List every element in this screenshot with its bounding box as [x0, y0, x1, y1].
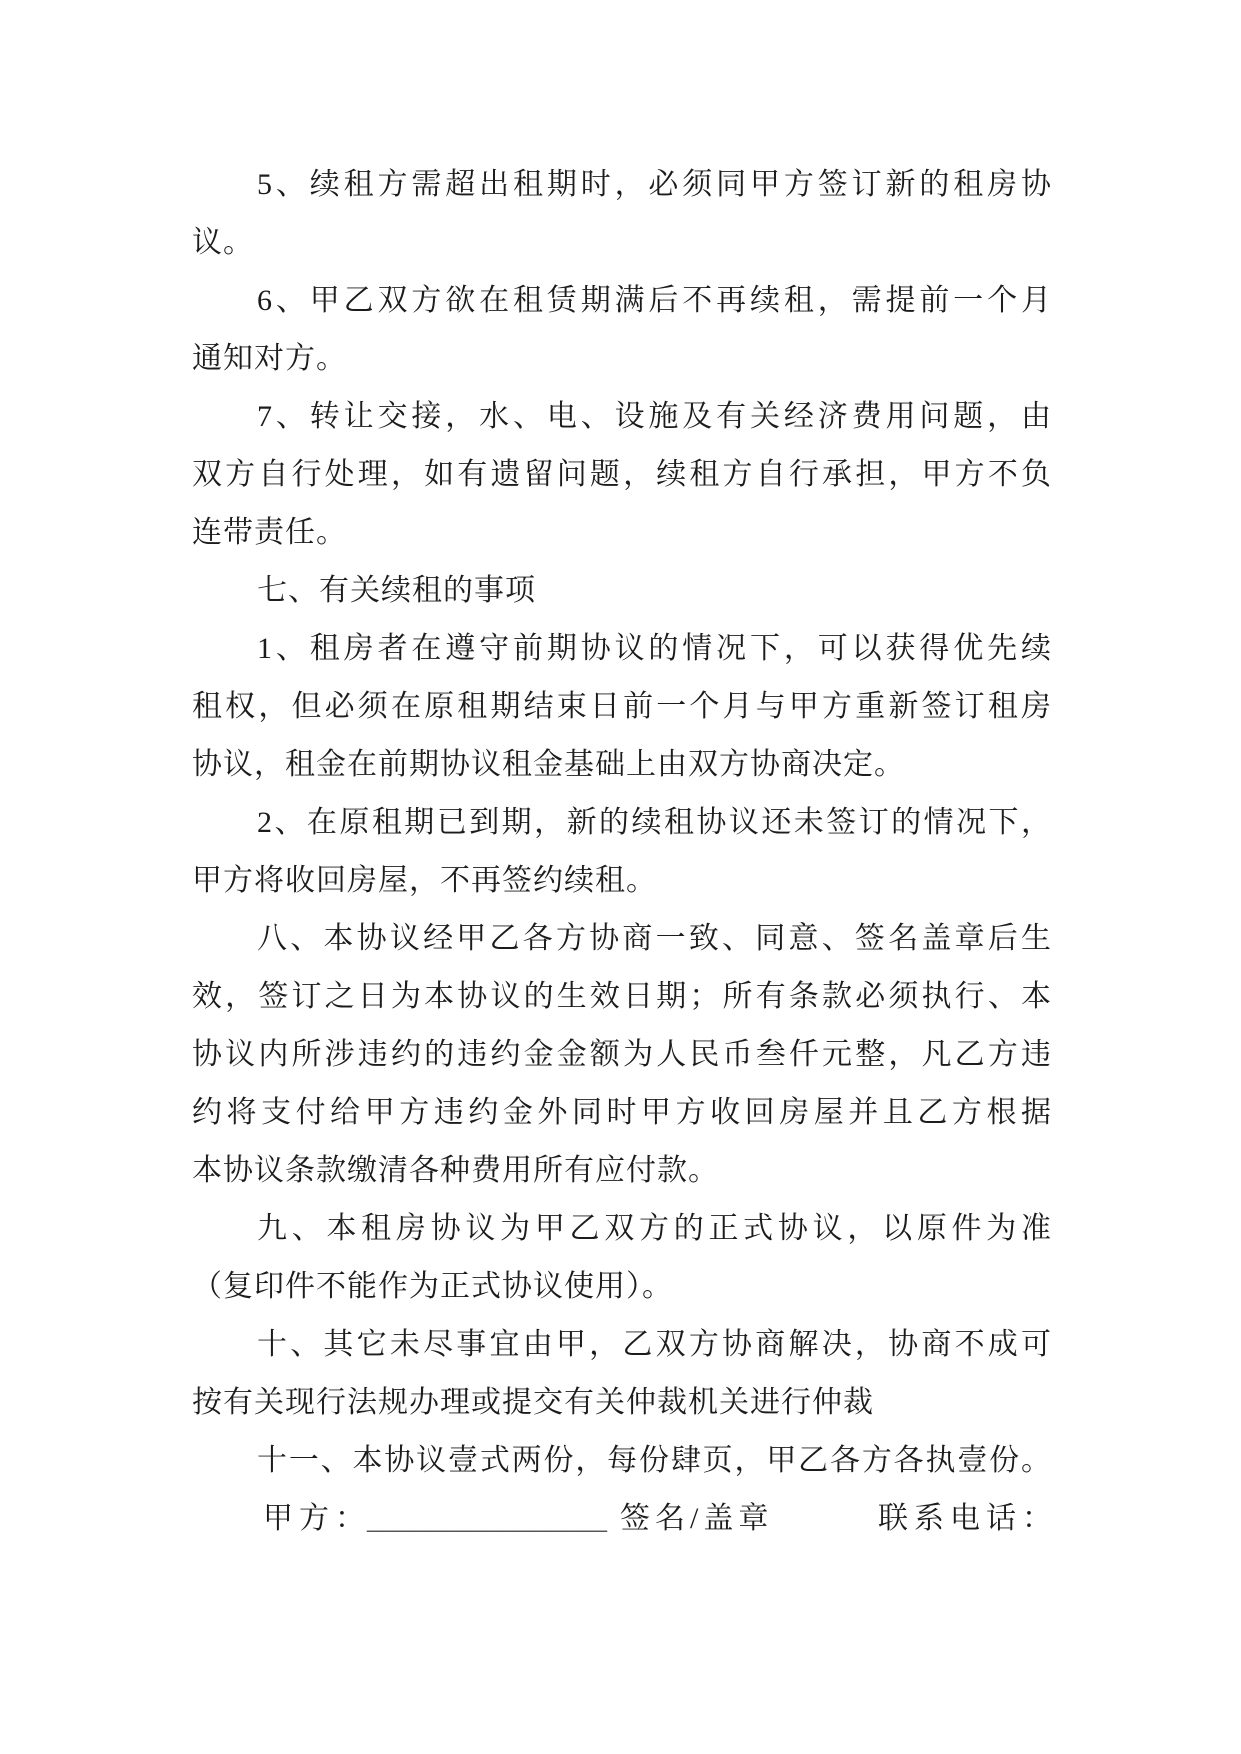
text-line: 6、甲乙双方欲在租赁期满后不再续租，需提前一个月: [257, 284, 1052, 317]
clause-paragraph: [192, 156, 1052, 272]
text-line: 1、租房者在遵守前期协议的情况下，可以获得优先续: [257, 632, 1052, 665]
text-line: 九、本租房协议为甲乙双方的正式协议，以原件为准: [257, 1212, 1052, 1245]
text-line: 7、转让交接，水、电、设施及有关经济费用问题，由: [257, 400, 1052, 433]
signature-blank: ________________: [367, 1502, 607, 1535]
text-line: 连带责任。: [192, 516, 347, 549]
text-line: 协议内所涉违约的违约金金额为人民币叁仟元整，凡乙方违: [192, 1038, 1052, 1071]
text-line: 八、本协议经甲乙各方协商一致、同意、签名盖章后生: [257, 922, 1052, 955]
section-heading: [192, 562, 1052, 620]
text-line: 协议，租金在前期协议租金基础上由双方协商决定。: [192, 748, 905, 781]
clause-paragraph: [192, 1432, 1052, 1490]
clause-paragraph: [192, 910, 1052, 1200]
text-line: 通知对方。: [192, 342, 347, 375]
text-line: 租权，但必须在原租期结束日前一个月与甲方重新签订租房: [192, 690, 1052, 723]
sign-seal-label: 签名/盖章: [620, 1502, 774, 1535]
clause-paragraph: [192, 1316, 1052, 1432]
clause-paragraph: [192, 1200, 1052, 1316]
text-line: 十一、本协议壹式两份，每份肆页，甲乙各方各执壹份。: [257, 1444, 1052, 1477]
text-line: 七、有关续租的事项: [257, 574, 536, 607]
text-line: 甲方将收回房屋，不再签约续租。: [192, 864, 657, 897]
clause-paragraph: [192, 272, 1052, 388]
clause-paragraph: [192, 388, 1052, 562]
clause-paragraph: [192, 620, 1052, 794]
text-line: 5、续租方需超出租期时，必须同甲方签订新的租房协: [257, 168, 1052, 201]
party-a-label: 甲方：: [263, 1502, 371, 1535]
text-line: 双方自行处理，如有遗留问题，续租方自行承担，甲方不负: [192, 458, 1052, 491]
clause-paragraph: [192, 794, 1052, 910]
signature-line: [192, 1490, 1058, 1548]
text-line: 十、其它未尽事宜由甲，乙双方协商解决，协商不成可: [257, 1328, 1052, 1361]
text-line: 效，签订之日为本协议的生效日期；所有条款必须执行、本: [192, 980, 1052, 1013]
text-line: 约将支付给甲方违约金外同时甲方收回房屋并且乙方根据: [192, 1096, 1052, 1129]
text-line: 2、在原租期已到期，新的续租协议还未签订的情况下，: [257, 806, 1052, 839]
document-page: [192, 156, 1058, 1548]
text-line: （复印件不能作为正式协议使用）。: [192, 1270, 673, 1303]
text-line: 按有关现行法规办理或提交有关仲裁机关进行仲裁: [192, 1386, 874, 1419]
phone-label: 联系电话：: [878, 1502, 1058, 1535]
text-line: 本协议条款缴清各种费用所有应付款。: [192, 1154, 719, 1187]
text-line: 议。: [192, 226, 254, 259]
